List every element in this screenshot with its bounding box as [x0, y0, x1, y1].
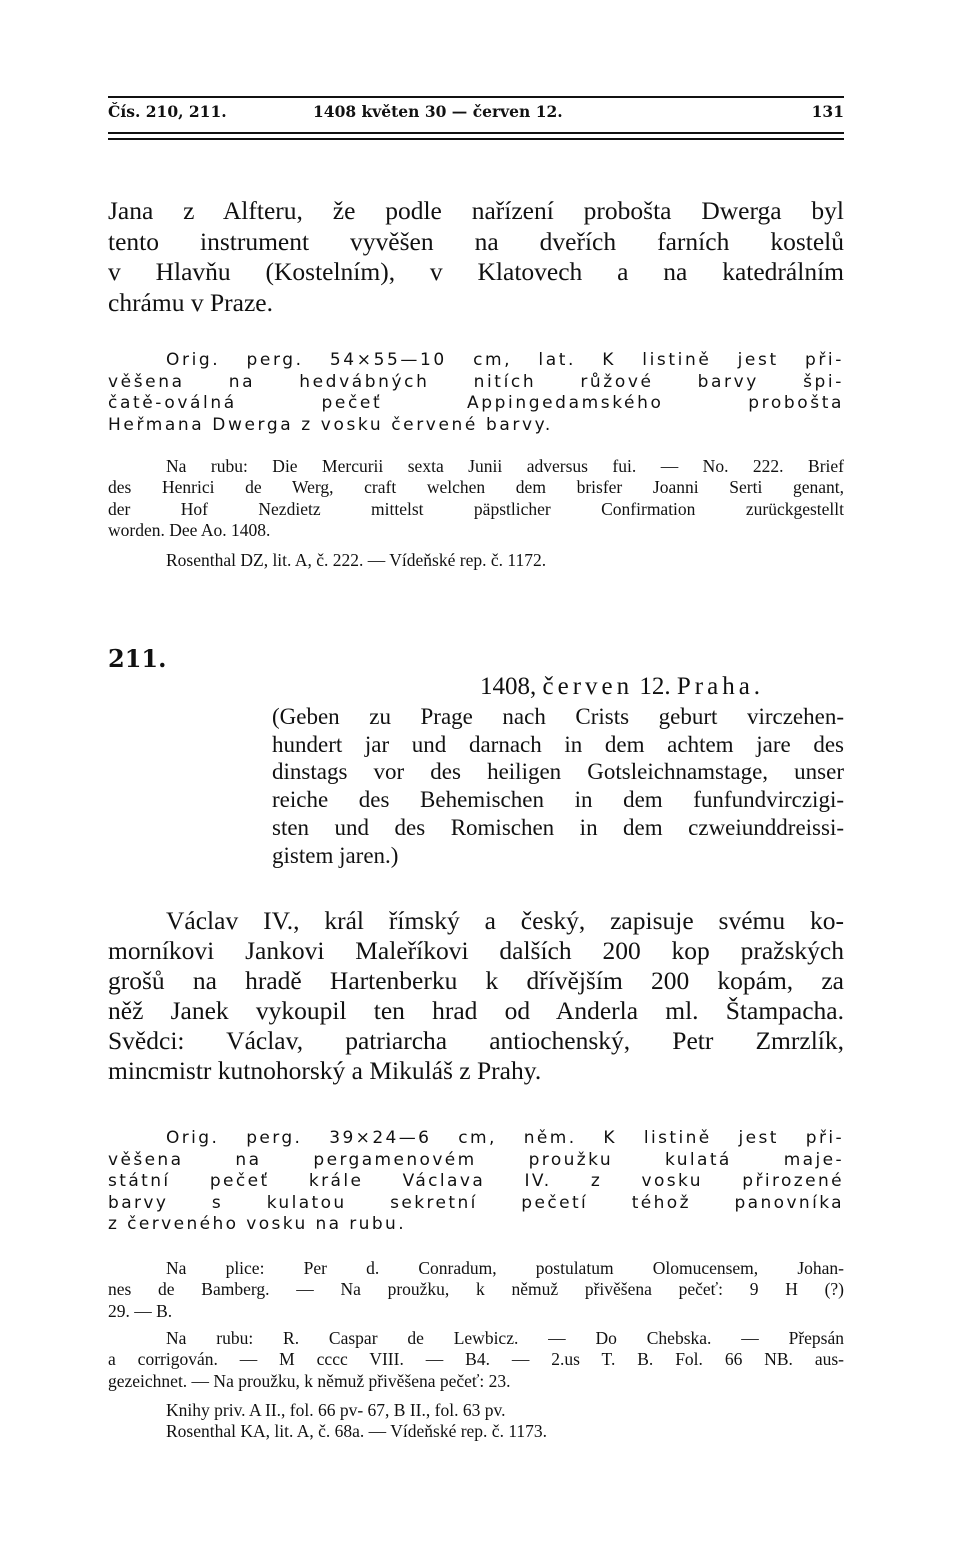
text-line: Jana z Alfteru, že podle nařízení probošta Dwerga byl — [108, 196, 844, 225]
paragraph-regest-continuation — [108, 196, 844, 318]
text-line: gistem jaren.) — [272, 842, 399, 868]
text-line: morníkovi Jankovi Maleříkovi dalších 200 kop pražských — [108, 936, 844, 965]
text-line: mincmistr kutnohorský a Mikuláš z Prahy. — [108, 1056, 542, 1085]
text-line: Svědci: Václav, patriarcha antiochenský, Petr Zmrzlík, — [108, 1026, 844, 1055]
text-line: 29. — B. — [108, 1300, 173, 1321]
text-line: něž Janek vykoupil ten hrad od Anderla ml. Štampacha. — [108, 996, 844, 1025]
paragraph-original-dating — [272, 703, 844, 869]
header-double-rule — [108, 132, 844, 140]
header-page-number: 131 — [811, 102, 844, 121]
paragraph-dorsal-note-211 — [108, 1328, 844, 1392]
paragraph-plica-note — [108, 1258, 844, 1322]
text-line: čatě-oválná pečeť Appingedamského probošta — [108, 393, 844, 413]
paragraph-source-reference — [108, 550, 844, 571]
text-line: Rosenthal DZ, lit. A, č. 222. — Vídeňské rep. č. 1172. — [166, 550, 547, 570]
text-line: z červeného vosku na rubu. — [108, 1214, 407, 1234]
text-line: gezeichnet. — Na proužku, k němuž přivěšena pečeť: 23. — [108, 1370, 511, 1391]
text-line: Na plice: Per d. Conradum, postulatum Olomucensem, Johan- — [166, 1258, 844, 1278]
text-line: státní pečeť krále Václava IV. z vosku přirozené — [108, 1171, 844, 1191]
text-line: worden. Dee Ao. 1408. — [108, 519, 271, 540]
text-line: Knihy priv. A II., fol. 66 pv- 67, B II., fol. 63 pv. — [166, 1400, 506, 1420]
text-line: Na rubu: Die Mercurii sexta Junii adversus fui. — No. 222. Brief — [166, 456, 844, 476]
text-line: Na rubu: R. Caspar de Lewbicz. — Do Chebska. — Přepsán — [166, 1328, 844, 1348]
text-line: věšena na hedvábných nitích růžové barvy špi- — [108, 371, 844, 392]
text-line: v Hlavňu (Kostelním), v Klatovech a na katedrálním — [108, 257, 844, 286]
text-line: Orig. perg. 54×55—10 cm, lat. K listině jest při- — [166, 350, 844, 370]
text-line: sten und des Romischen in dem czweiunddreissi- — [272, 814, 844, 840]
paragraph-original-description — [108, 350, 844, 436]
paragraph-dorsal-note — [108, 456, 844, 541]
text-line: des Henrici de Werg, craft welchen dem brisfer Joanni Serti genant, — [108, 477, 844, 498]
dateline-place: Praha. — [676, 673, 765, 700]
text-line: chrámu v Praze. — [108, 287, 273, 317]
paragraph-regest — [108, 906, 844, 1086]
text-line: tento instrument vyvěšen na dveřích farních kostelů — [108, 226, 844, 256]
text-line: a corrigován. — M cccc VIII. — B4. — 2.us T. B. Fol. 66 NB. aus- — [108, 1349, 844, 1370]
text-line: reiche des Behemischen in dem funfundvirczigi- — [272, 787, 844, 813]
text-line: barvy s kulatou sekretní pečetí téhož panovníka — [108, 1192, 844, 1213]
text-line: der Hof Nezdietz mittelst päpstlicher Confirmation zurückgestellt — [108, 498, 844, 519]
text-line: dinstags vor des heiligen Gotsleichnamstage, unser — [272, 759, 844, 785]
running-header — [108, 102, 844, 122]
text-line: (Geben zu Prage nach Crists geburt virczehen- — [272, 704, 844, 729]
text-line: Orig. perg. 39×24—6 cm, něm. K listině jest při- — [166, 1128, 844, 1148]
paragraph-source-references-211 — [108, 1400, 844, 1443]
header-top-rule — [108, 96, 844, 98]
dateline-year: 1408, — [480, 673, 537, 700]
entry-dateline — [480, 672, 764, 702]
text-line: Václav IV., král římský a český, zapisuje svému ko- — [166, 906, 844, 935]
text-line: Heřmana Dwerga z vosku červené barvy. — [108, 414, 553, 435]
entry-number: 211. — [108, 644, 167, 673]
header-entry-numbers: Čís. 210, 211. — [108, 102, 227, 121]
text-line: Rosenthal KA, lit. A, č. 68a. — Vídeňské rep. č. 1173. — [166, 1421, 548, 1442]
dateline-day: 12. — [639, 673, 671, 700]
text-line: grošů na hradě Hartenberku k dřívějším 200 kopám, za — [108, 966, 844, 995]
header-date-range: 1408 květen 30 — červen 12. — [313, 102, 563, 121]
text-line: hundert jar und darnach in dem achtem jare des — [272, 731, 844, 757]
paragraph-original-description-211 — [108, 1128, 844, 1236]
text-line: nes de Bamberg. — Na proužku, k němuž přivěšena pečeť: 9 H (?) — [108, 1279, 844, 1300]
text-line: věšena na pergamenovém proužku kulatá maje- — [108, 1149, 844, 1170]
dateline-month: červen — [542, 673, 634, 700]
